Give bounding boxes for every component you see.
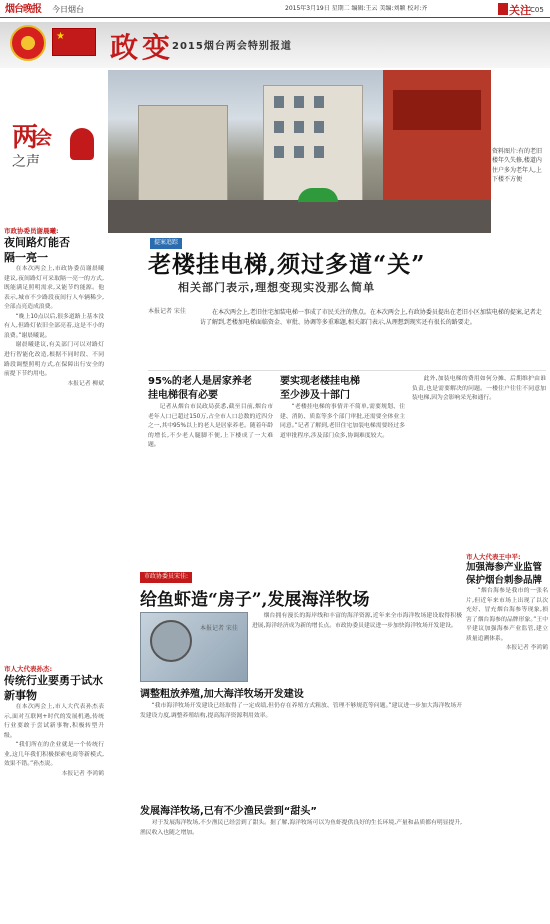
paragraph: “我们所在的企业就是一个传统行业,这几年我们积极探索电商等新模式,效果不错。”孙杰说。 (4, 742, 104, 768)
paragraph: 记者从烟台市民政局获悉,截至目前,烟台市老年人口已超过150万,占全市人口总数的近四分之一,其中95%以上的老人是居家养老。随着年龄的增长,不少老人腿脚不便,上下楼成了一大难题。 (148, 404, 273, 449)
badge-line3: 之声 (12, 154, 40, 170)
byline: 本报记者 李鸿鹤 (61, 770, 104, 777)
section-heading: 至少涉及十部门 (280, 390, 350, 401)
subheadline: 相关部门表示,理想变现实没那么简单 (178, 281, 376, 294)
section-heading: 挂电梯很有必要 (148, 390, 218, 401)
column-3 (412, 375, 546, 565)
fish-intro (252, 612, 462, 682)
window-graphic (274, 146, 284, 158)
section-heading: 要实现老楼挂电梯 (280, 376, 360, 387)
section-label: 关注 (509, 4, 531, 17)
kicker: 市政协委员宋佳: (140, 572, 192, 583)
badge-line1: 两 (12, 123, 39, 153)
street-graphic (108, 200, 491, 233)
byline: 本报记者 柳斌 (67, 380, 104, 387)
photo-caption: 资料图片:有的老旧楼年久失修,楼道内住户多为老年人,上下楼不方便 (492, 148, 543, 183)
window-graphic (314, 146, 324, 158)
paragraph: 烟台拥有漫长的海岸线和丰富的海洋资源,近年来全市海洋牧场建设取得积极进展,海洋经济成为新的增长点。市政协委员建议进一步加快海洋牧场开发建设。 (252, 613, 462, 629)
right-column (466, 552, 548, 654)
story-title: 加强海参产业监管保护烟台刺参品牌 (466, 562, 543, 586)
national-emblem-icon (10, 25, 46, 61)
paragraph: 对于发展海洋牧场,不少渔民已经尝到了甜头。据了解,海洋牧场可以为鱼虾提供良好的生长环境,产量和品质都有明显提升,渔民收入也随之增加。 (140, 820, 462, 836)
kicker: 市政协委员谢晨曦: (4, 227, 59, 235)
star-icon: ★ (56, 31, 65, 42)
section-name: 今日烟台 (52, 5, 84, 14)
paragraph: “烟台海参是我市的一张名片,但近年来市场上出现了以次充好、冒充烟台海参等现象,损害了烟台海参的品牌形象。”王中平建议加强海参产业监管,建立质量追溯体系。 (466, 588, 548, 642)
paragraph: 在本次两会上,市政协委员谢晨曦建议,夜间路灯可采取隔一亮一的方式,既能满足照明需求,又能节约能源。他表示,城市不少路段夜间行人车辆稀少,全部点亮造成浪费。 (4, 265, 104, 311)
lead-paragraph: 在本次两会上,老旧住宅加装电梯一事成了市民关注的焦点。在本次两会上,有政协委员提出在老旧小区加装电梯的提案,记者走访了解到,老楼加电梯面临资金、审批、协调等多重难题,相关部门表示,从理想到现实还有很长的路要走。 (200, 309, 542, 326)
story-title: 传统行业要勇于试水新事物 (4, 674, 103, 702)
umbrella-graphic (298, 188, 338, 202)
banner-title: 2015烟台两会特别报道 (172, 41, 292, 52)
story-title: 夜间路灯能否 (4, 236, 70, 250)
kicker: 市人大代表孙杰: (4, 665, 53, 673)
banner-big-text: 政变 (110, 31, 175, 64)
window-graphic (274, 121, 284, 133)
section-heading: 调整粗放养殖,加大海洋牧场开发建设 (140, 689, 304, 700)
story-title: 给鱼虾造“房子”,发展海洋牧场 (140, 590, 370, 610)
window-graphic (314, 96, 324, 108)
news-photo (108, 70, 491, 233)
paragraph: 在本次两会上,市人大代表孙杰表示,面对互联网+时代的发展机遇,传统行业要敢于尝试新事物,积极转型升级。 (4, 703, 104, 739)
lead-byline: 本报记者 宋佳 (148, 308, 186, 315)
fish-body-1 (140, 688, 462, 800)
story-title: 隔一亮一 (4, 250, 48, 264)
paragraph: 谢晨曦建议,有关部门可以对路灯进行智能化改造,根据不同时段、不同路段调整照明方式,在保障出行安全的前提下节约用电。 (4, 342, 104, 378)
window-graphic (274, 96, 284, 108)
divider (148, 370, 546, 371)
fish-body-2 (140, 805, 462, 917)
signage-graphic (393, 90, 481, 130)
paragraph: “我市海洋牧场开发建设已经取得了一定成绩,但仍存在养殖方式粗放、管理不够规范等问题。”建议进一步加大海洋牧场开发建设力度,调整养殖结构,提高海洋资源利用效率。 (140, 703, 462, 719)
building-graphic (138, 105, 228, 205)
badge-line2: 会 (34, 128, 52, 149)
section-heading: 95%的老人是居家养老 (148, 376, 252, 387)
byline: 本报记者 李鸿鹤 (505, 645, 548, 652)
column-2 (280, 375, 405, 565)
newspaper-logo: 烟台晚报 (5, 4, 41, 15)
paragraph: 此外,加装电梯的费用如何分摊、后期维护由谁负责,也是需要解决的问题。一楼住户往往不同意加装电梯,因为会影响采光和通行。 (412, 376, 546, 402)
category-tag: 提案追踪 (150, 238, 182, 249)
byline: 本报记者 宋佳 (200, 625, 238, 632)
left-column (4, 226, 104, 389)
paragraph: “老楼挂电梯的事情并不简单,需要规划、住建、消防、质监等多个部门审批,还需要全体业主同意。”记者了解到,老旧住宅加装电梯需要经过多道审批程序,涉及部门众多,协调难度较大。 (280, 404, 405, 439)
section-bar-icon (498, 3, 508, 15)
column-1 (148, 375, 273, 565)
window-graphic (294, 96, 304, 108)
window-graphic (314, 121, 324, 133)
paragraph: “晚上10点以后,很多道路上基本没有人,但路灯依旧全部亮着,这是不小的浪费。”谢晨曦说。 (4, 313, 104, 339)
left-column-2 (4, 664, 104, 779)
window-graphic (294, 121, 304, 133)
section-heading: 发展海洋牧场,已有不少渔民尝到“甜头” (140, 806, 317, 817)
date-line: 2015年3月19日 星期二 编辑:王云 美编:刘颖 校对:齐 (285, 5, 428, 12)
avatar (150, 620, 192, 662)
kicker: 市人大代表王中平: (466, 553, 521, 561)
window-graphic (294, 146, 304, 158)
microphone-icon (70, 128, 94, 160)
headline: 老楼挂电梯,须过多道“关” (148, 251, 426, 278)
page-number: C05 (530, 6, 544, 14)
